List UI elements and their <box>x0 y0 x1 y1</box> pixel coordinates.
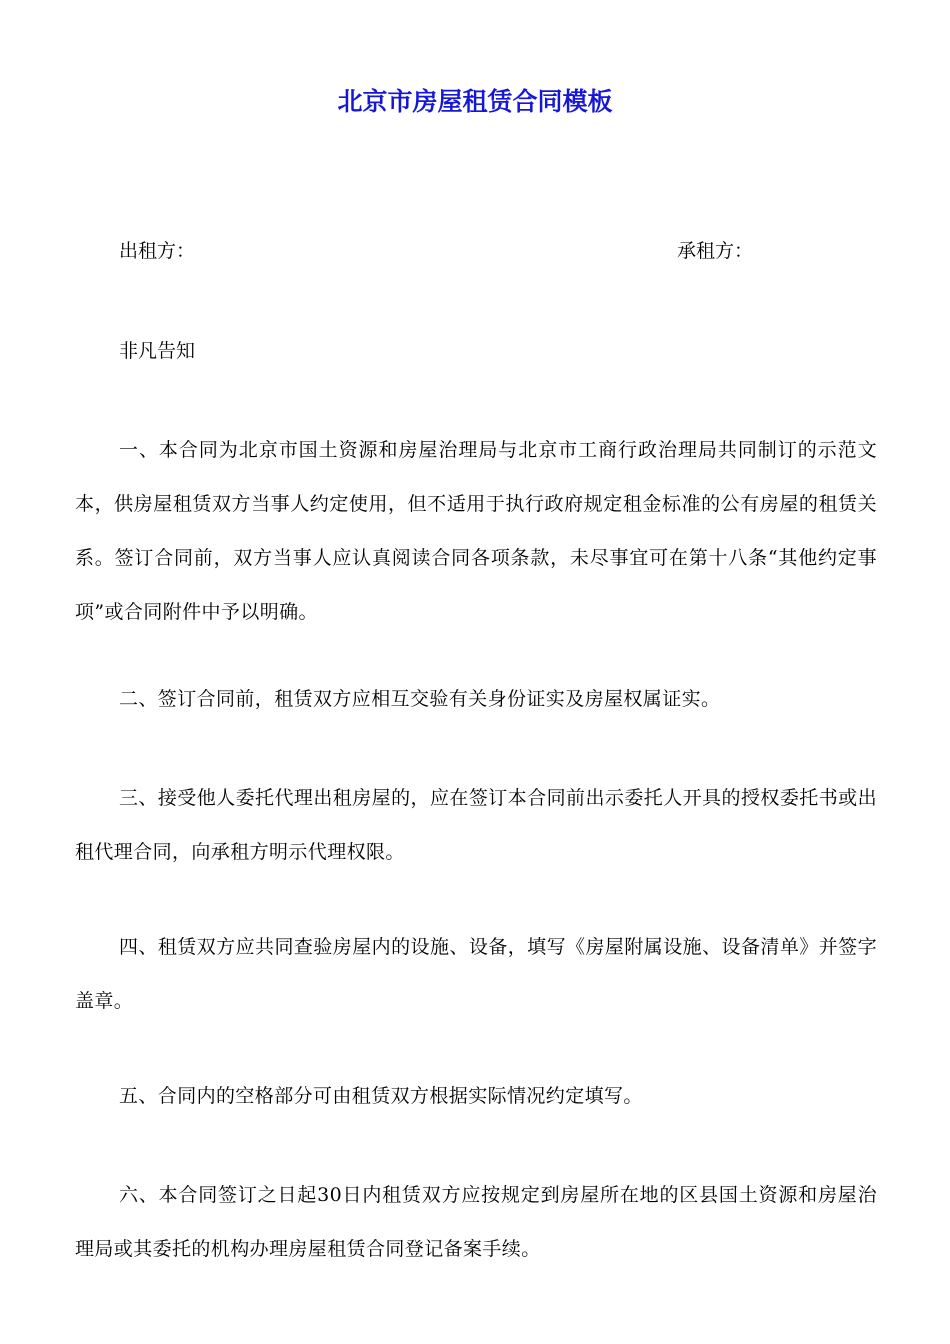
paragraph-2: 二、签订合同前，租赁双方应相互交验有关身份证实及房屋权属证实。 <box>119 688 721 710</box>
lessee-label: 承租方： <box>677 240 754 262</box>
paragraph-4: 四、租赁双方应共同查验房屋内的设施、设备，填写《房屋附属设施、设备清单》并签字盖章。 <box>75 936 877 1012</box>
document-title: 北京市房屋租赁合同模板 <box>337 87 613 116</box>
notice-heading: 非凡告知 <box>119 340 196 362</box>
paragraph-1: 一、本合同为北京市国土资源和房屋治理局与北京市工商行政治理局共同制订的示范文本，供房屋租赁双方当事人约定使用，但不适用于执行政府规定租金标准的公有房屋的租赁关系。签订合同前，双方当事人应认真阅读合同各项条款，未尽事宜可在第十八条“其他约定事项”或合同附件中予以明确。 <box>75 439 877 623</box>
paragraph-6: 六、本合同签订之日起30日内租赁双方应按规定到房屋所在地的区县国土资源和房屋治理局或其委托的机构办理房屋租赁合同登记备案手续。 <box>75 1184 877 1260</box>
paragraph-3: 三、接受他人委托代理出租房屋的，应在签订本合同前出示委托人开具的授权委托书或出租代理合同，向承租方明示代理权限。 <box>75 787 877 863</box>
lessor-label: 出租方： <box>119 240 196 262</box>
parties-line <box>119 234 819 268</box>
paragraph-5: 五、合同内的空格部分可由租赁双方根据实际情况约定填写。 <box>119 1085 643 1107</box>
